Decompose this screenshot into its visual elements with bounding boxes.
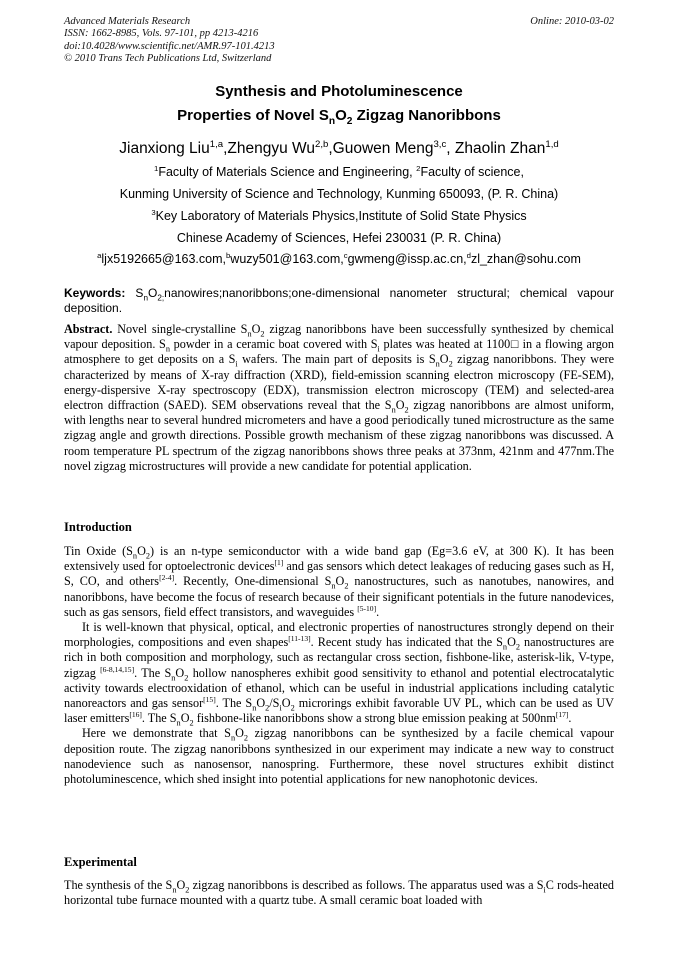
intro-paragraph-3: Here we demonstrate that $S_nO_2$ zigzag nanoribbons can be synthesized by a facile chemical vapour deposition route. The zigzag nanoribbons synthesized in our experiment may indicate a new way to construct nanodevience such as nanosensor, nanospring. Furthermore, these novel structures exhibit distinct photoluminescence, which shed insight into potential applications for new nanophotonic devices. (64, 726, 614, 787)
doi-line: doi:10.4028/www.scientific.net/AMR.97-101.4213 (64, 40, 275, 52)
affiliation-line-2: Kunming University of Science and Technology, Kunming 650093, (P. R. China) (119, 187, 559, 201)
degree-symbol: □ (510, 337, 519, 352)
author: Guowen Meng (332, 140, 434, 157)
citation[interactable]: [5-10] (357, 603, 377, 613)
affiliation-line-1: $^1$Faculty of Materials Science and Engineering, $^2$Faculty of science, (154, 163, 524, 179)
affiliation-line-3: $^3$Key Laboratory of Materials Physics,Institute of Solid State Physics (151, 207, 527, 223)
keywords: Keywords: $S_nO_{2;}nanowires;nanoribbons;one$-dimensional nanometer structural; chemical vapour deposition. (64, 286, 614, 315)
email-link[interactable]: zl_zhan@sohu.com (470, 252, 581, 266)
issn-line: ISSN: 1662-8985, Vols. 97-101, pp 4213-4216 (64, 28, 259, 40)
journal-header (64, 16, 275, 65)
abstract: Abstract. Novel single-crystalline $S_nO_2$ zigzag nanoribbons have been successfully synthesized by chemical vapour deposition. $S_n$ powder in a ceramic boat covered with $S_i$ plates was heated at 1100□ in a flowing argon atmosphere to get deposits on a $S_i$ wafers. The main part of deposits is $S_nO_2$ zigzag nanoribbons. They were characterized by means of X-ray diffraction (XRD), field-emission scanning electron microscopy (FE-SEM), energy-dispersive X-ray spectroscopy (EDX), transmission electron microscopy (TEM) and selected-area electron diffraction (SAED). SEM observations reveal that the $S_nO_2$ zigzag nanoribbons are almost uniform, with lengths near to several hundred micrometers and have a good periodically tuned microstructure as the same zigzag angle and growth directions. Possible growth mechanism of these zigzag nanoribbons was discussed. A room temperature PL spectrum of the zigzag nanoribbons shows three peaks at 373nm, 421nm and 477nm.The novel zigzag microstructures will provide a new candidate for potential application. (64, 322, 614, 473)
citation[interactable]: [6-8,14,15] (100, 664, 135, 674)
author: Zhaolin Zhan (454, 140, 546, 157)
citation[interactable]: [16] (129, 710, 142, 720)
journal-name: Advanced Materials Research (64, 16, 191, 27)
citation[interactable]: [1] (274, 558, 284, 568)
paper-title-line-1: Synthesis and Photoluminescence (215, 83, 463, 100)
intro-paragraph-1: Tin Oxide $(S_nO_2)$ is an n-type semiconductor with a wide band gap (Eg=3.6 eV, at 300 K). It has been extensively used for optoelectronic devices[1] and gas sensors which detect leakages of reducing gases such as H, S, CO, and others[2-4]. Recently, One-dimensional $S_nO_2$ nanostructures, such as nanotubes, nanowires, and nanoribbons, have become the focus of research because of their significant potentials in the future nanodevices, such as gas sensors, field effect transistors, and waveguides [5-10]. (64, 544, 615, 619)
affiliation-line-4: Chinese Academy of Sciences, Hefei 230031 (P. R. China) (176, 231, 502, 245)
citation[interactable]: [11-13] (288, 634, 311, 644)
author: Zhengyu Wu (227, 140, 315, 157)
abstract-label: Abstract. (64, 322, 113, 336)
citation[interactable]: [17] (555, 710, 569, 720)
email-line: $^a$ljx5192665@163.com,$^b$wuzy501@163.com,$^c$gwmeng@issp.ac.cn,$^d$zl_zhan@sohu.com (97, 250, 581, 266)
citation[interactable]: [15] (203, 694, 216, 704)
email-link[interactable]: wuzy501@163.com, (230, 252, 344, 266)
copyright-line: © 2010 Trans Tech Publications Ltd, Switzerland (64, 52, 272, 64)
citation[interactable]: [2-4] (159, 573, 175, 583)
keywords-label: Keywords: (64, 286, 126, 300)
paper-title-line-2: Properties of Novel $S_nO_2$ Zigzag Nanoribbons (177, 107, 501, 127)
author: Jianxiong Liu (119, 140, 210, 157)
experimental-heading: Experimental (64, 855, 137, 869)
email-link[interactable]: gwmeng@issp.ac.cn, (347, 252, 467, 266)
author-list: Jianxiong Liu$^{1,a}$,Zhengyu Wu$^{2,b}$,Guowen Meng$^{3,c}$, Zhaolin Zhan$^{1,d}$ (119, 138, 559, 157)
intro-paragraph-2: It is well-known that physical, optical, and electronic properties of nanostructures strongly depend on their morphologies, compositions and even shapes[11-13]. Recent study has indicated that the $S_nO_2$ nanostructures are rich in both composition and morphology, such as rectangular cross section, fishbone-like, asterisk-lik, V-type, zigzag [6-8,14,15]. The $S_nO_2$ hollow nanospheres exhibit good sensitivity to ethanol and potential electrocatalytic activity towards electrooxidation of ethanol, which can be useful in industrial applications including catalytic nanoreactors and gas sensor[15]. The $S_nO_2/S_iO_2$ microrings exhibit favorable UV PL, which can be used as UV laser emitters[16]. The $S_nO_2$ fishbone-like nanoribbons show a strong blue emission peaking at 500nm[17]. (64, 620, 615, 728)
online-date: Online: 2010-03-02 (530, 16, 614, 27)
introduction-body (64, 544, 614, 787)
experimental-body: The synthesis of the $S_nO_2$ zigzag nanoribbons is described as follows. The apparatus used was a $S_iC$ rods-heated horizontal tube furnace mounted with a quartz tube. A small ceramic boat loaded with (64, 878, 614, 908)
email-link[interactable]: ljx5192665@163.com, (101, 252, 226, 266)
introduction-heading: Introduction (64, 520, 132, 534)
